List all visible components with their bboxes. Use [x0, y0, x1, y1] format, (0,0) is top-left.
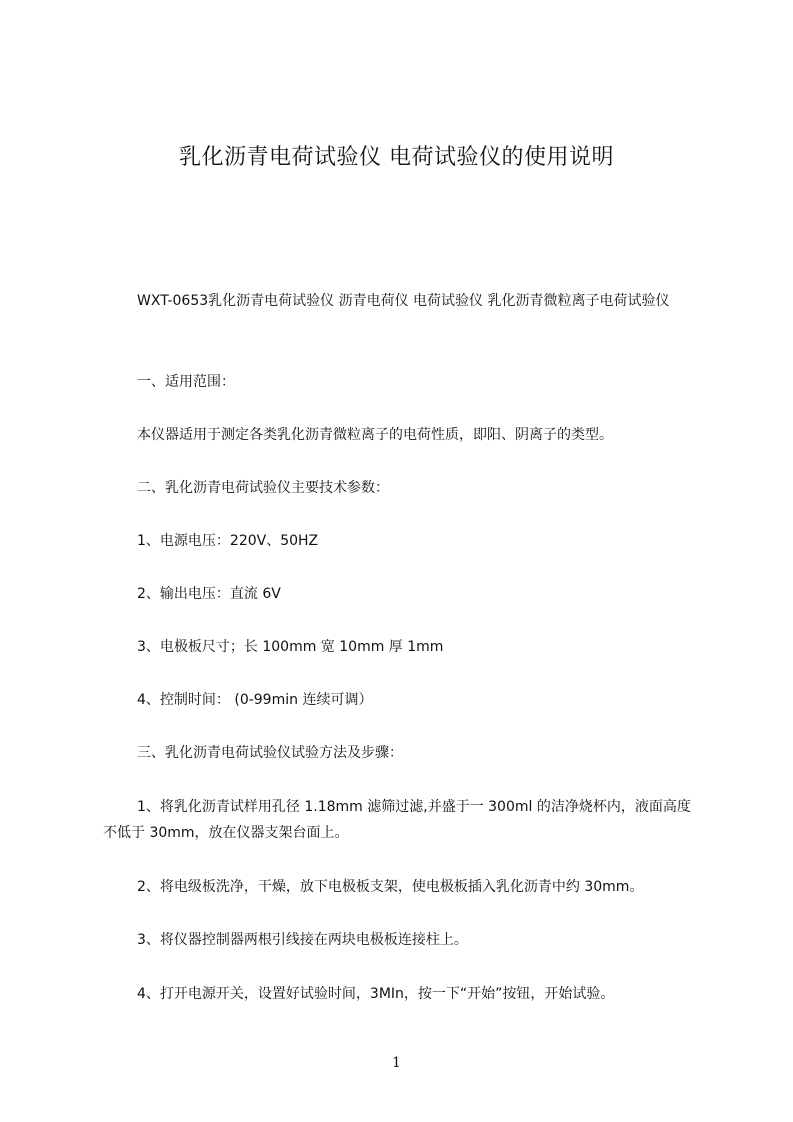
param-item: 2、输出电压：直流 6V	[137, 586, 281, 602]
param-item: 1、电源电压：220V、50HZ	[137, 533, 319, 549]
document-title: 乳化沥青电荷试验仪 电荷试验仪的使用说明	[179, 145, 614, 170]
step-item: 2、将电级板洗净，干燥，放下电极板支架，使电极板插入乳化沥青中约 30mm。	[137, 879, 644, 895]
section2-heading: 二、乳化沥青电荷试验仪主要技术参数：	[137, 480, 389, 496]
param-item: 4、控制时间： (0-99min 连续可调）	[137, 692, 373, 708]
step-item: 4、打开电源开关，设置好试验时间，3MIn，按一下“开始”按钮，开始试验。	[137, 986, 615, 1002]
page-number: 1	[392, 1055, 401, 1071]
section1-heading: 一、适用范围：	[137, 374, 235, 390]
section3-heading: 三、乳化沥青电荷试验仪试验方法及步骤：	[137, 745, 403, 761]
step-item: 3、将仪器控制器两根引线接在两块电极板连接柱上。	[137, 932, 468, 948]
section1-text: 本仪器适用于测定各类乳化沥青微粒离子的电荷性质，即阳、阴离子的类型。	[137, 427, 613, 443]
param-item: 3、电极板尺寸；长 100mm 宽 10mm 厚 1mm	[137, 639, 444, 655]
intro-paragraph: WXT-0653乳化沥青电荷试验仪 沥青电荷仪 电荷试验仪 乳化沥青微粒离子电荷试验仪	[137, 293, 670, 309]
step-item: 1、将乳化沥青试样用孔径 1.18mm 滤筛过滤,并盛于一 300ml 的洁净烧杯内，液面高度不低于 30mm，放在仪器支架台面上。	[103, 799, 691, 841]
